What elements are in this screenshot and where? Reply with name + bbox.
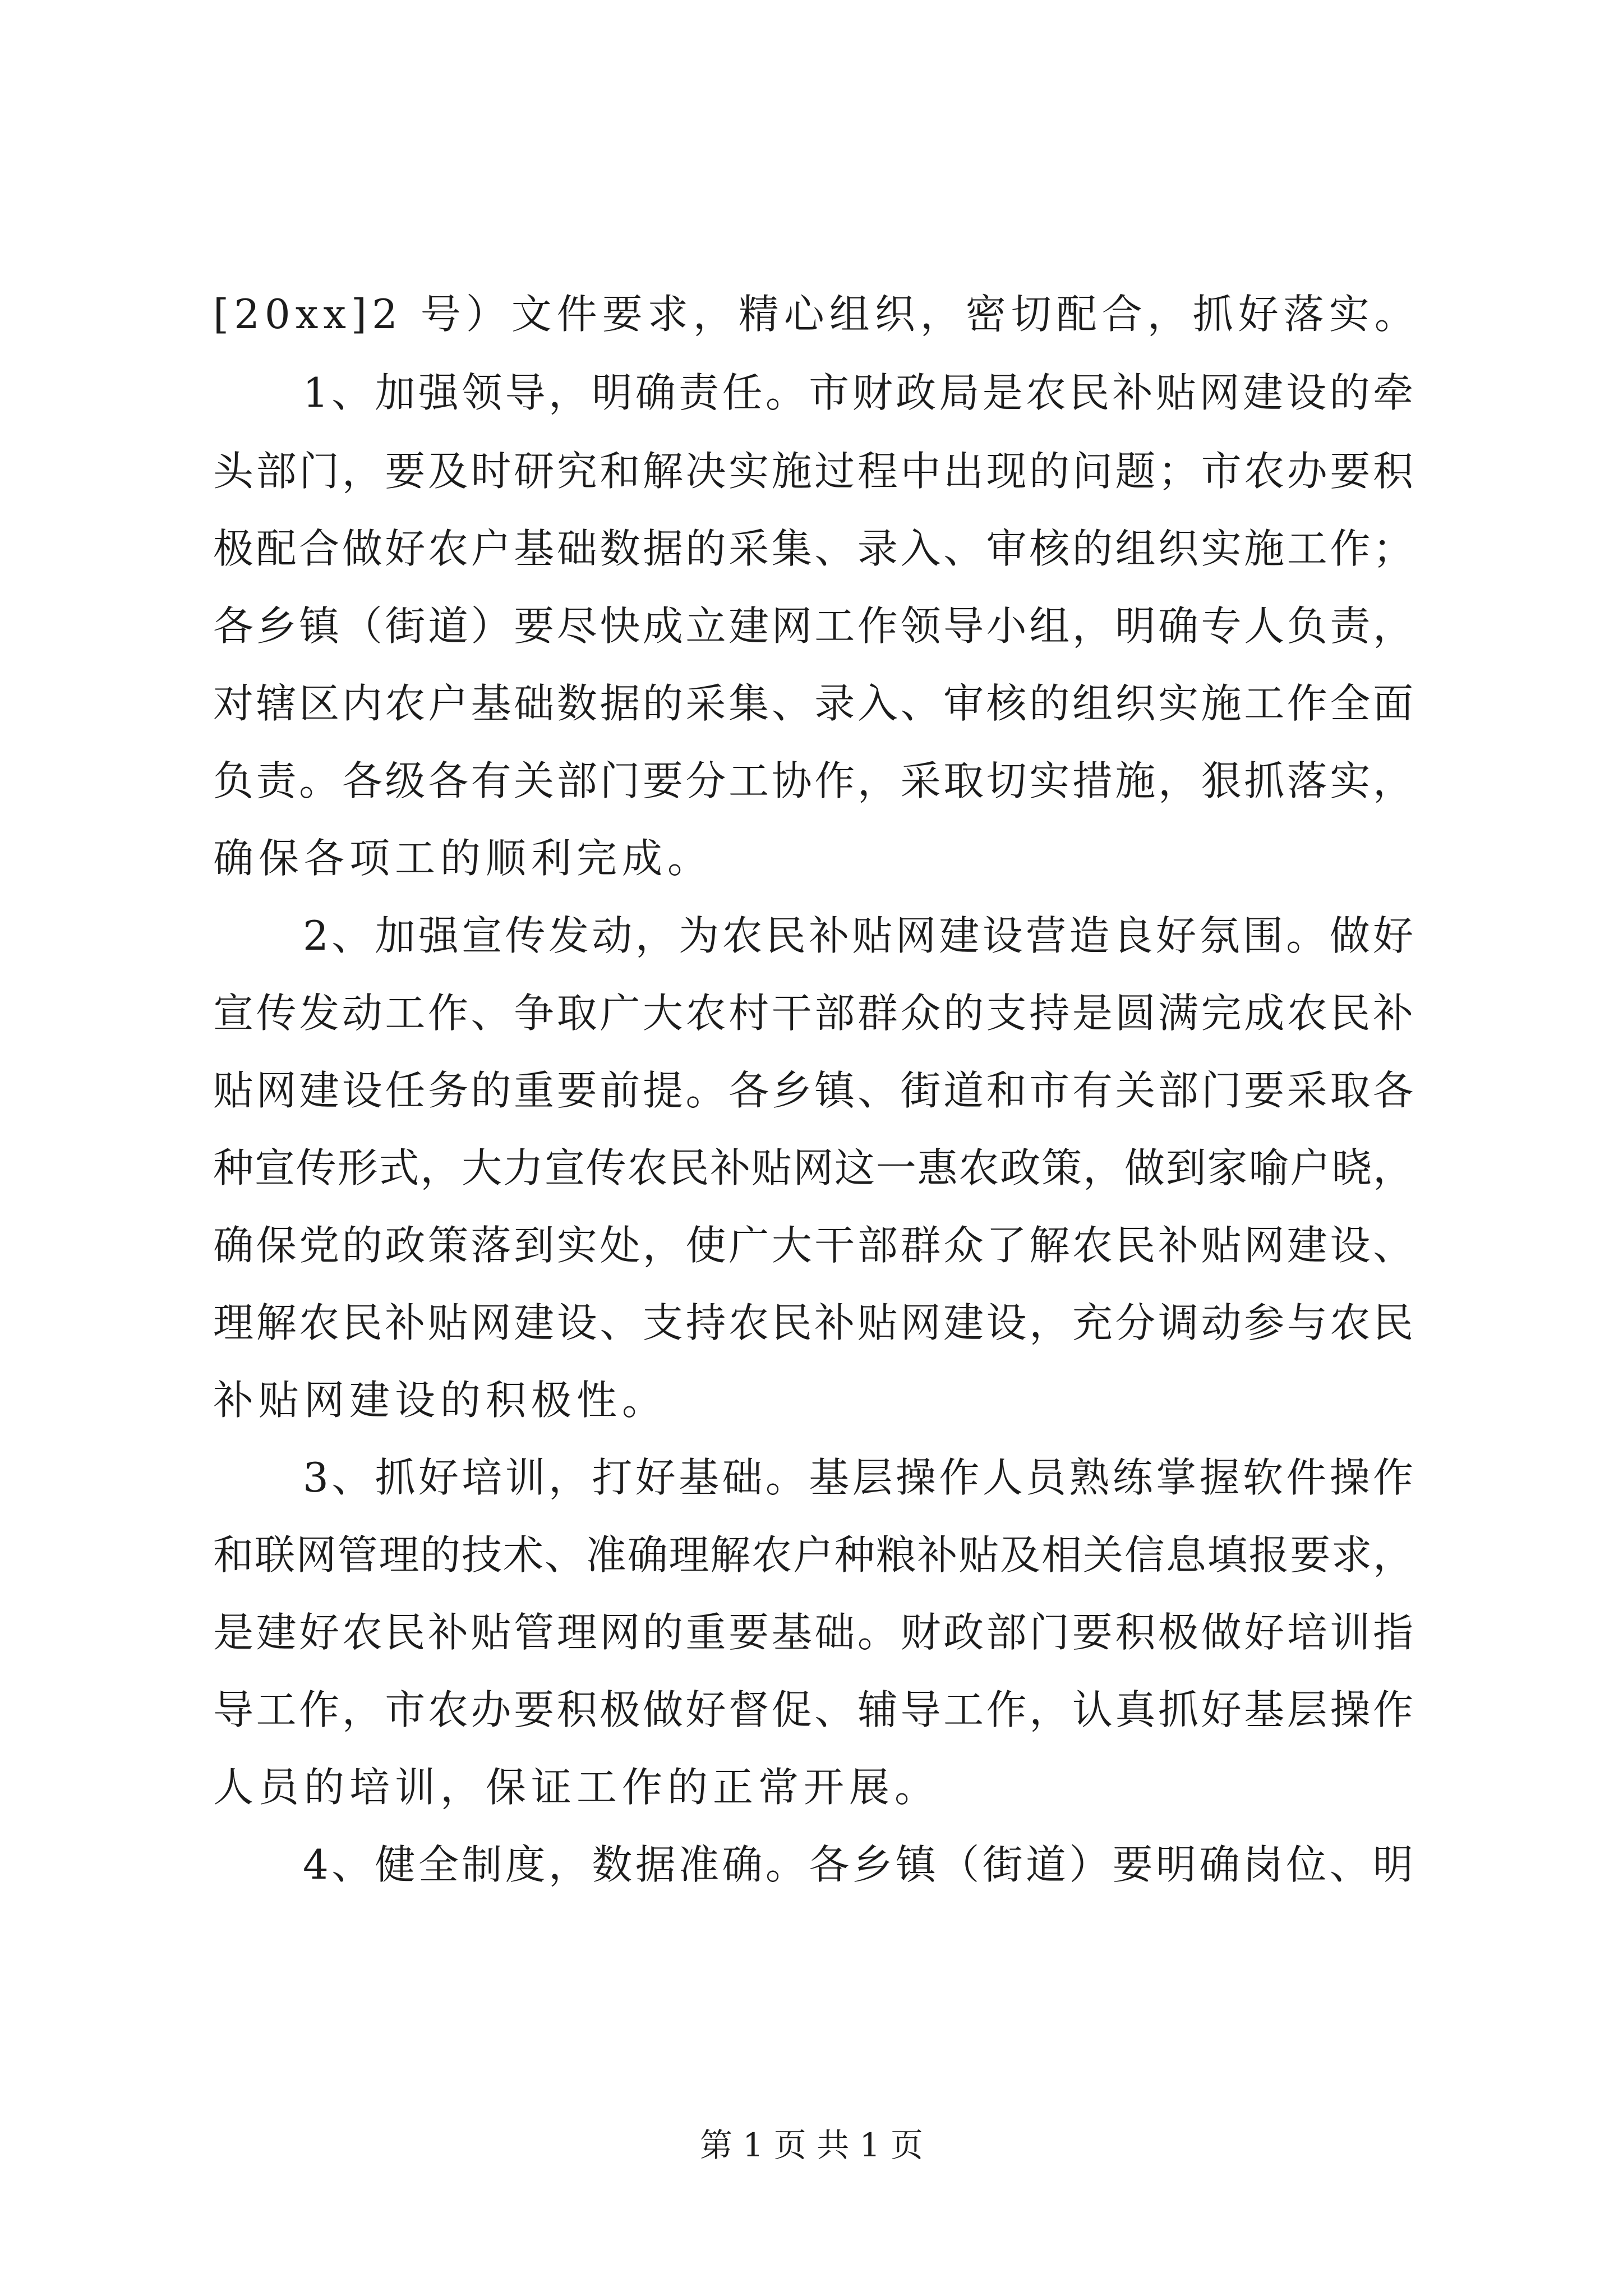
text-line: 极配合做好农户基础数据的采集、录入、审核的组织实施工作； <box>213 525 1413 572</box>
paragraph-4-heading-line: 4、健全制度，数据准确。各乡镇（街道）要明确岗位、明 <box>303 1841 1413 1888</box>
text-line: 负责。各级各有关部门要分工协作，采取切实措施，狠抓落实， <box>213 757 1413 804</box>
text-line: 确保各项工的顺利完成。 <box>213 835 713 882</box>
paragraph-3-heading-line: 3、抓好培训，打好基础。基层操作人员熟练掌握软件操作 <box>303 1454 1413 1501</box>
paragraph-2-heading-line: 2、加强宣传发动，为农民补贴网建设营造良好氛围。做好 <box>303 912 1413 959</box>
text-line: [20xx]2 号）文件要求，精心组织，密切配合，抓好落实。 <box>213 291 1420 338</box>
text-line: 理解农民补贴网建设、支持农民补贴网建设，充分调动参与农民 <box>213 1299 1413 1346</box>
paragraph-1-heading-line: 1、加强领导，明确责任。市财政局是农民补贴网建设的牵 <box>303 369 1413 416</box>
text-line: 导工作，市农办要积极做好督促、辅导工作，认真抓好基层操作 <box>213 1686 1413 1733</box>
text-line: 种宣传形式，大力宣传农民补贴网这一惠农政策，做到家喻户晓， <box>213 1144 1413 1191</box>
text-line: 各乡镇（街道）要尽快成立建网工作领导小组，明确专人负责， <box>213 602 1413 650</box>
text-line: 补贴网建设的积极性。 <box>213 1377 668 1424</box>
text-line: 宣传发动工作、争取广大农村干部群众的支持是圆满完成农民补 <box>213 990 1413 1037</box>
text-line: 贴网建设任务的重要前提。各乡镇、街道和市有关部门要采取各 <box>213 1067 1413 1114</box>
text-line: 是建好农民补贴管理网的重要基础。财政部门要积极做好培训指 <box>213 1609 1413 1656</box>
page-footer: 第 1 页 共 1 页 <box>700 2126 923 2164</box>
text-line: 人员的培训，保证工作的正常开展。 <box>213 1764 940 1811</box>
text-line: 头部门，要及时研究和解决实施过程中出现的问题；市农办要积 <box>213 448 1413 495</box>
text-line: 对辖区内农户基础数据的采集、录入、审核的组织实施工作全面 <box>213 680 1413 727</box>
text-line: 确保党的政策落到实处，使广大干部群众了解农民补贴网建设、 <box>213 1222 1413 1269</box>
text-line: 和联网管理的技术、准确理解农户种粮补贴及相关信息填报要求， <box>213 1531 1413 1579</box>
